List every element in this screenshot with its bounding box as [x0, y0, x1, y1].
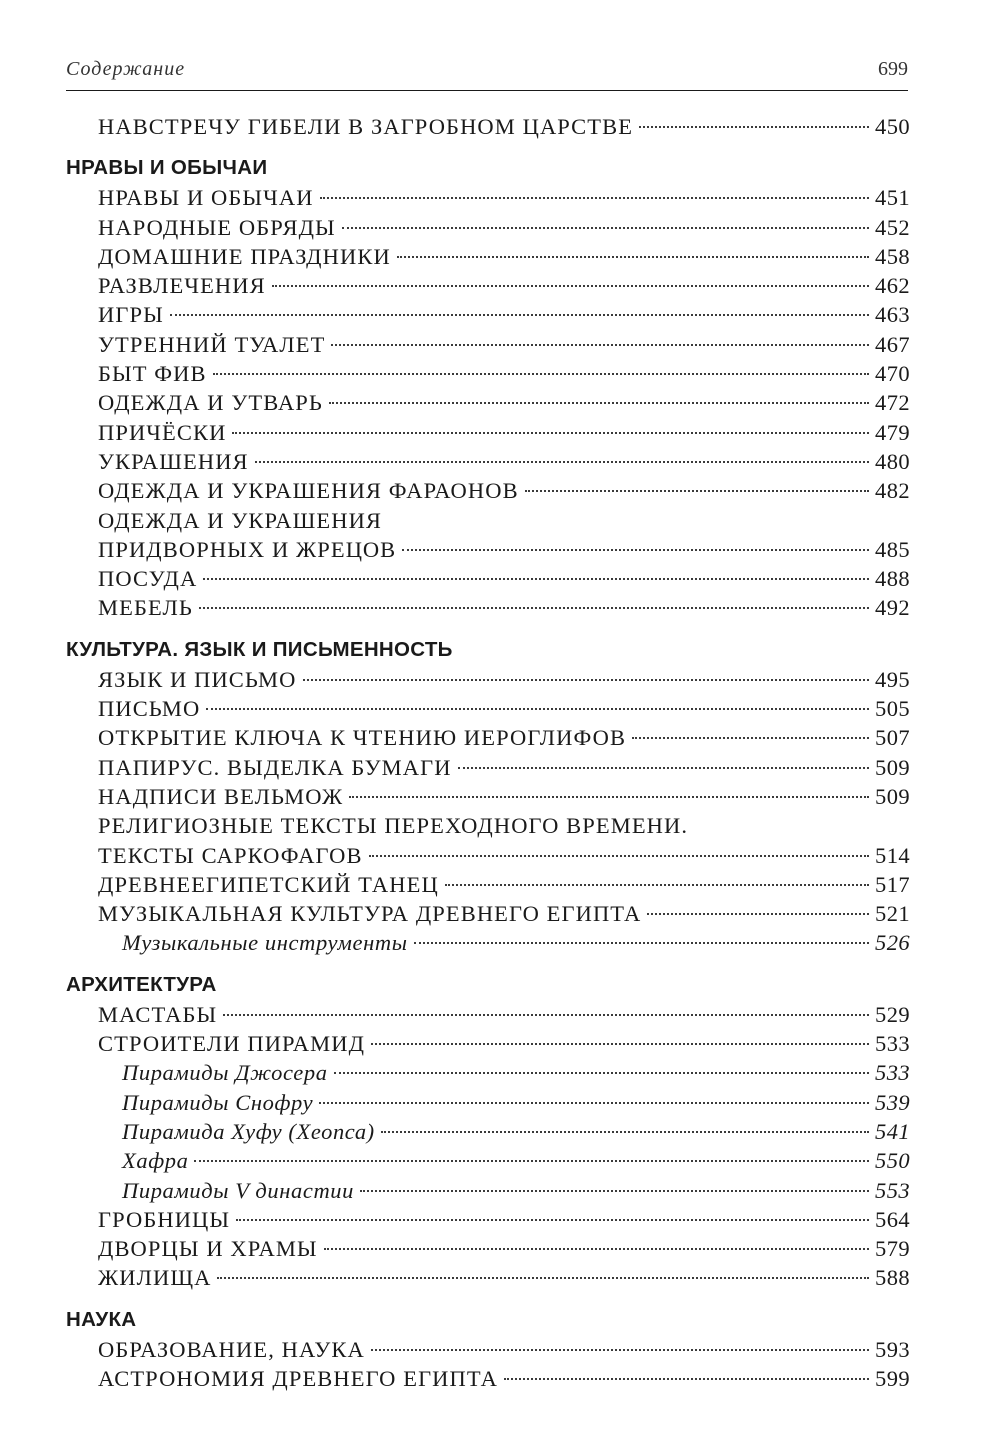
toc-entry-title: РЕЛИГИОЗНЫЕ ТЕКСТЫ ПЕРЕХОДНОГО ВРЕМЕНИ. — [98, 813, 689, 839]
toc-entry[interactable] — [66, 1234, 910, 1263]
toc-entry[interactable] — [66, 1000, 910, 1029]
toc-entry[interactable] — [66, 213, 910, 242]
dot-leader — [445, 884, 869, 886]
dot-leader — [371, 1349, 869, 1351]
toc-entry-page: 505 — [875, 696, 910, 722]
dot-leader — [213, 373, 869, 375]
toc-entry[interactable] — [66, 723, 910, 752]
toc-entry-title: ОБРАЗОВАНИЕ, НАУКА — [98, 1336, 365, 1362]
toc-entry-page: 492 — [875, 595, 910, 621]
dot-leader — [458, 767, 869, 769]
toc-entry-title: ПАПИРУС. ВЫДЕЛКА БУМАГИ — [98, 754, 452, 780]
toc-subentry[interactable] — [66, 928, 910, 957]
toc-subentry-title: Пирамиды V династии — [122, 1177, 354, 1203]
toc-entry[interactable] — [66, 782, 910, 811]
toc-entry-page: 463 — [875, 302, 910, 328]
toc-entry-page: 599 — [875, 1365, 910, 1391]
toc-subentry[interactable] — [66, 1176, 910, 1205]
toc-entry-title: ПОСУДА — [98, 566, 198, 592]
toc-entry-page: 533 — [875, 1031, 910, 1057]
toc-subentry-title: Пирамиды Джосера — [122, 1060, 328, 1086]
toc-subentry-title: Музыкальные инструменты — [122, 930, 408, 956]
dot-leader — [525, 490, 869, 492]
section-heading: АРХИТЕКТУРА — [66, 972, 217, 996]
toc-entry[interactable] — [66, 112, 910, 141]
dot-leader — [632, 737, 869, 739]
toc-subentry-title: Хафра — [122, 1148, 189, 1174]
toc-entry-title: УКРАШЕНИЯ — [98, 448, 249, 474]
toc-entry[interactable] — [66, 870, 910, 899]
toc-entry-title: БЫТ ФИВ — [98, 361, 207, 387]
section-heading: КУЛЬТУРА. ЯЗЫК И ПИСЬМЕННОСТЬ — [66, 637, 453, 661]
toc-entry-page: 507 — [875, 725, 910, 751]
running-header — [66, 56, 908, 91]
dot-leader — [255, 461, 869, 463]
dot-leader — [324, 1248, 869, 1250]
section-heading: НАУКА — [66, 1307, 137, 1331]
dot-leader — [360, 1190, 869, 1192]
dot-leader — [194, 1160, 869, 1162]
toc-entry-title-continued: ТЕКСТЫ САРКОФАГОВ — [98, 842, 363, 868]
toc-entry-page: 470 — [875, 361, 910, 387]
toc-entry-page: 458 — [875, 243, 910, 269]
dot-leader — [223, 1014, 869, 1016]
toc-entry[interactable] — [66, 535, 910, 564]
toc-entry-title: ДОМАШНИЕ ПРАЗДНИКИ — [98, 243, 391, 269]
toc-entry-page: 472 — [875, 390, 910, 416]
toc-entry[interactable] — [66, 271, 910, 300]
dot-leader — [203, 578, 869, 580]
dot-leader — [199, 607, 869, 609]
toc-entry-title-line[interactable] — [66, 811, 910, 840]
section-heading: НРАВЫ И ОБЫЧАИ — [66, 156, 268, 180]
toc-entry[interactable] — [66, 665, 910, 694]
toc-entry[interactable] — [66, 330, 910, 359]
toc-entry-page: 521 — [875, 901, 910, 927]
dot-leader — [639, 126, 869, 128]
toc-subentry-page: 541 — [875, 1118, 910, 1144]
toc-entry[interactable] — [66, 1205, 910, 1234]
toc-entry-title: ДВОРЦЫ И ХРАМЫ — [98, 1236, 318, 1262]
toc-entry-page: 452 — [875, 214, 910, 240]
toc-entry-title: НАРОДНЫЕ ОБРЯДЫ — [98, 214, 336, 240]
toc-entry-title-continued: ПРИДВОРНЫХ И ЖРЕЦОВ — [98, 536, 397, 562]
dot-leader — [206, 708, 869, 710]
toc-entry[interactable] — [66, 418, 910, 447]
toc-entry-title: ЯЗЫК И ПИСЬМО — [98, 666, 297, 692]
toc-entry-page: 479 — [875, 419, 910, 445]
dot-leader — [397, 256, 869, 258]
toc-entry-page: 451 — [875, 185, 910, 211]
toc-entry-title: ОДЕЖДА И УКРАШЕНИЯ — [98, 507, 383, 533]
toc-entry-title: ОДЕЖДА И УКРАШЕНИЯ ФАРАОНОВ — [98, 478, 519, 504]
toc-entry-title: ОТКРЫТИЕ КЛЮЧА К ЧТЕНИЮ ИЕРОГЛИФОВ — [98, 725, 627, 751]
toc-subentry-page: 539 — [875, 1089, 910, 1115]
dot-leader — [349, 796, 869, 798]
toc-entry-title: НАДПИСИ ВЕЛЬМОЖ — [98, 783, 344, 809]
dot-leader — [414, 942, 870, 944]
toc-subentry-title: Пирамида Хуфу (Хеопса) — [122, 1118, 375, 1144]
dot-leader — [319, 1102, 869, 1104]
page-number: 699 — [878, 58, 908, 80]
toc-entry-page: 593 — [875, 1336, 910, 1362]
toc-subentry[interactable] — [66, 1117, 910, 1146]
dot-leader — [232, 432, 869, 434]
toc-entry[interactable] — [66, 753, 910, 782]
toc-entry-title: МУЗЫКАЛЬНАЯ КУЛЬТУРА ДРЕВНЕГО ЕГИПТА — [98, 901, 642, 927]
dot-leader — [170, 314, 869, 316]
toc-entry-title: МЕБЕЛЬ — [98, 595, 193, 621]
toc-entry-title: РАЗВЛЕЧЕНИЯ — [98, 273, 266, 299]
dot-leader — [303, 679, 870, 681]
toc-entry-title: ДРЕВНЕЕГИПЕТСКИЙ ТАНЕЦ — [98, 871, 439, 897]
dot-leader — [331, 344, 869, 346]
toc-entry-page: 588 — [875, 1265, 910, 1291]
toc-entry-page: 485 — [875, 536, 910, 562]
toc-subentry-page: 526 — [875, 930, 910, 956]
toc-entry[interactable] — [66, 447, 910, 476]
dot-leader — [381, 1131, 869, 1133]
dot-leader — [320, 197, 869, 199]
toc-entry[interactable] — [66, 388, 910, 417]
toc-entry-title: ГРОБНИЦЫ — [98, 1206, 231, 1232]
toc-entry-page: 514 — [875, 842, 910, 868]
toc-entry[interactable] — [66, 841, 910, 870]
table-of-contents — [66, 112, 910, 1393]
toc-entry[interactable] — [66, 183, 910, 212]
dot-leader — [334, 1072, 869, 1074]
toc-entry[interactable] — [66, 1364, 910, 1393]
toc-entry-title: ИГРЫ — [98, 302, 164, 328]
toc-entry-page: 450 — [875, 114, 910, 139]
dot-leader — [369, 855, 869, 857]
toc-entry[interactable] — [66, 300, 910, 329]
toc-entry-page: 564 — [875, 1206, 910, 1232]
toc-entry-title: ЖИЛИЩА — [98, 1265, 212, 1291]
toc-entry-page: 482 — [875, 478, 910, 504]
toc-entry-title: ПИСЬМО — [98, 696, 201, 722]
toc-entry-page: 517 — [875, 871, 910, 897]
dot-leader — [236, 1219, 869, 1221]
toc-subentry-page: 550 — [875, 1148, 910, 1174]
dot-leader — [371, 1043, 869, 1045]
toc-entry-title: АСТРОНОМИЯ ДРЕВНЕГО ЕГИПТА — [98, 1365, 498, 1391]
toc-entry-page: 480 — [875, 448, 910, 474]
toc-entry-title: ОДЕЖДА И УТВАРЬ — [98, 390, 323, 416]
toc-subentry-page: 533 — [875, 1060, 910, 1086]
dot-leader — [329, 402, 869, 404]
toc-entry-title: НРАВЫ И ОБЫЧАИ — [98, 185, 314, 211]
toc-entry[interactable] — [66, 1029, 910, 1058]
toc-subentry[interactable] — [66, 1088, 910, 1117]
toc-entry[interactable] — [66, 899, 910, 928]
toc-entry[interactable] — [66, 1335, 910, 1364]
toc-entry-page: 509 — [875, 754, 910, 780]
toc-entry[interactable] — [66, 694, 910, 723]
dot-leader — [402, 549, 869, 551]
toc-entry-title: УТРЕННИЙ ТУАЛЕТ — [98, 331, 326, 357]
toc-entry[interactable] — [66, 476, 910, 505]
toc-entry[interactable] — [66, 242, 910, 271]
toc-entry-page: 467 — [875, 331, 910, 357]
toc-entry[interactable] — [66, 593, 910, 622]
toc-entry-page: 462 — [875, 273, 910, 299]
toc-entry[interactable] — [66, 564, 910, 593]
dot-leader — [504, 1378, 869, 1380]
toc-entry-title: СТРОИТЕЛИ ПИРАМИД — [98, 1031, 366, 1057]
toc-entry-page: 488 — [875, 566, 910, 592]
toc-entry-page: 509 — [875, 783, 910, 809]
toc-entry[interactable] — [66, 359, 910, 388]
toc-entry-page: 495 — [875, 666, 910, 692]
toc-subentry-page: 553 — [875, 1177, 910, 1203]
toc-entry-page: 579 — [875, 1236, 910, 1262]
toc-entry-title: НАВСТРЕЧУ ГИБЕЛИ В ЗАГРОБНОМ ЦАРСТВЕ — [98, 114, 634, 139]
toc-entry-page: 529 — [875, 1001, 910, 1027]
toc-entry-title: МАСТАБЫ — [98, 1001, 218, 1027]
toc-entry-title-line[interactable] — [66, 506, 910, 535]
running-header-title: Содержание — [66, 58, 186, 80]
dot-leader — [647, 913, 869, 915]
toc-subentry-title: Пирамиды Снофру — [122, 1089, 314, 1115]
dot-leader — [217, 1277, 869, 1279]
toc-subentry[interactable] — [66, 1146, 910, 1175]
toc-subentry[interactable] — [66, 1058, 910, 1087]
dot-leader — [272, 285, 869, 287]
toc-entry[interactable] — [66, 1263, 910, 1292]
dot-leader — [342, 227, 869, 229]
toc-entry-title: ПРИЧЁСКИ — [98, 419, 227, 445]
